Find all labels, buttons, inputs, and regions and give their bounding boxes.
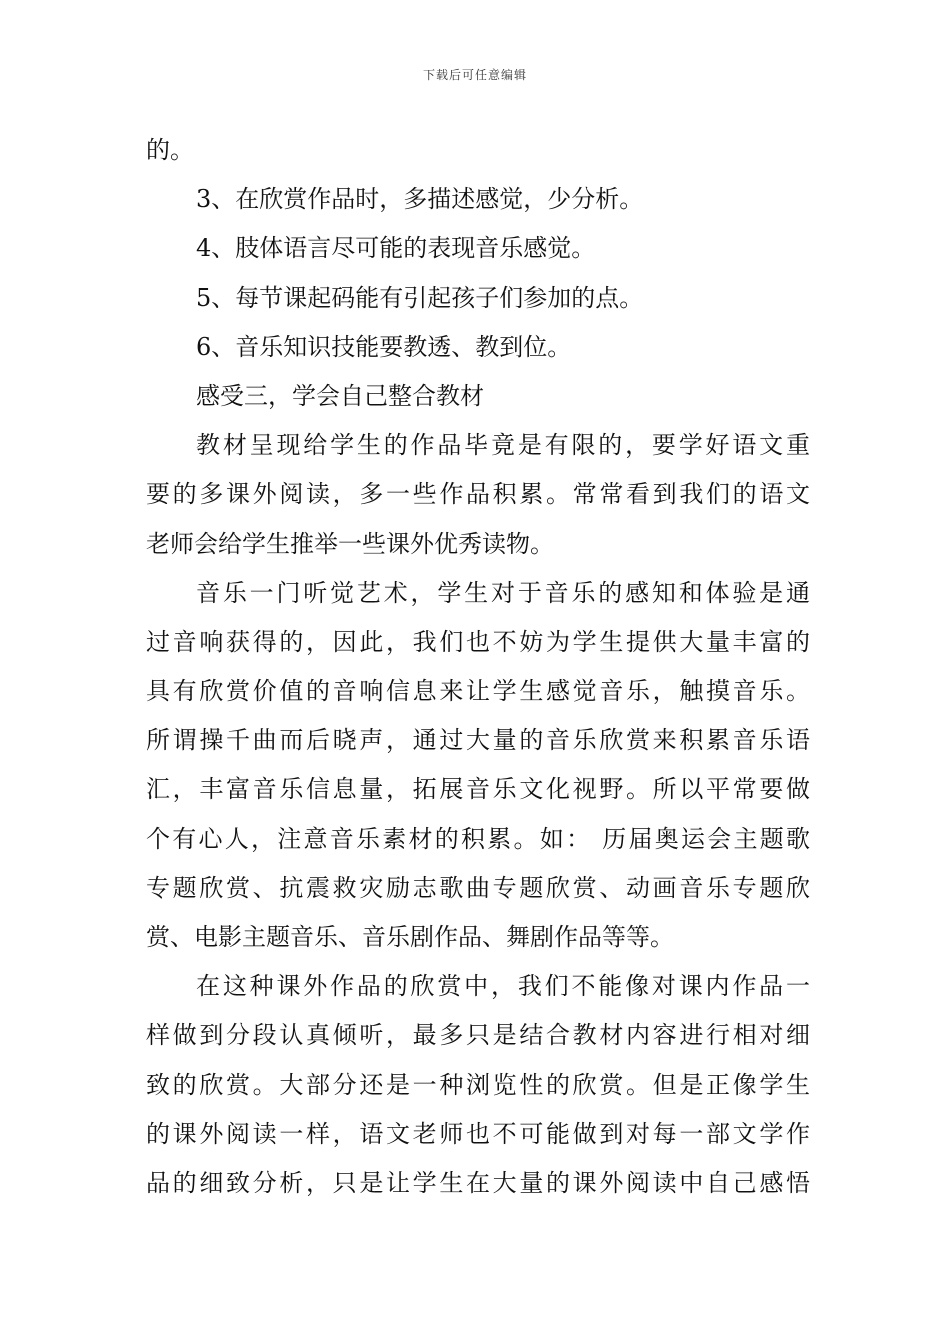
text-line: 的。 (146, 136, 194, 164)
text-line: 样做到分段认真倾听，最多只是结合教材内容进行相对细 (146, 1021, 810, 1050)
text-line: 个有心人，注意音乐素材的积累。如： 历届奥运会主题歌 (146, 824, 810, 853)
text-line: 5、每节课起码能有引起孩子们参加的点。 (196, 283, 644, 312)
text-line: 在这种课外作品的欣赏中，我们不能像对课内作品一 (196, 972, 810, 1001)
text-line: 6、音乐知识技能要教透、教到位。 (196, 332, 572, 361)
text-line: 具有欣赏价值的音响信息来让学生感觉音乐，触摸音乐。 (146, 677, 810, 706)
text-line: 所谓操千曲而后晓声，通过大量的音乐欣赏来积累音乐语 (146, 726, 810, 755)
document-body (146, 126, 810, 1208)
text-line: 汇，丰富音乐信息量，拓展音乐文化视野。所以平常要做 (146, 775, 810, 804)
text-line: 专题欣赏、抗震救灾励志歌曲专题欣赏、动画音乐专题欣 (146, 873, 810, 902)
text-line: 音乐一门听觉艺术，学生对于音乐的感知和体验是通 (196, 578, 810, 607)
text-line: 的课外阅读一样，语文老师也不可能做到对每一部文学作 (146, 1119, 810, 1148)
text-line: 教材呈现给学生的作品毕竟是有限的，要学好语文重 (196, 431, 810, 460)
text-line: 过音响获得的，因此，我们也不妨为学生提供大量丰富的 (146, 627, 810, 656)
page-header: 下载后可任意编辑 (422, 68, 527, 82)
text-line: 3、在欣赏作品时，多描述感觉，少分析。 (196, 185, 644, 214)
text-line: 4、肢体语言尽可能的表现音乐感觉。 (196, 234, 596, 263)
text-line: 品的细致分析，只是让学生在大量的课外阅读中自己感悟 (146, 1168, 810, 1197)
text-line: 老师会给学生推举一些课外优秀读物。 (146, 529, 554, 558)
text-line: 赏、电影主题音乐、音乐剧作品、舞剧作品等等。 (146, 923, 674, 951)
text-line: 要的多课外阅读，多一些作品积累。常常看到我们的语文 (146, 480, 810, 509)
text-line: 感受三，学会自己整合教材 (196, 381, 484, 410)
text-line: 致的欣赏。大部分还是一种浏览性的欣赏。但是正像学生 (146, 1070, 810, 1099)
